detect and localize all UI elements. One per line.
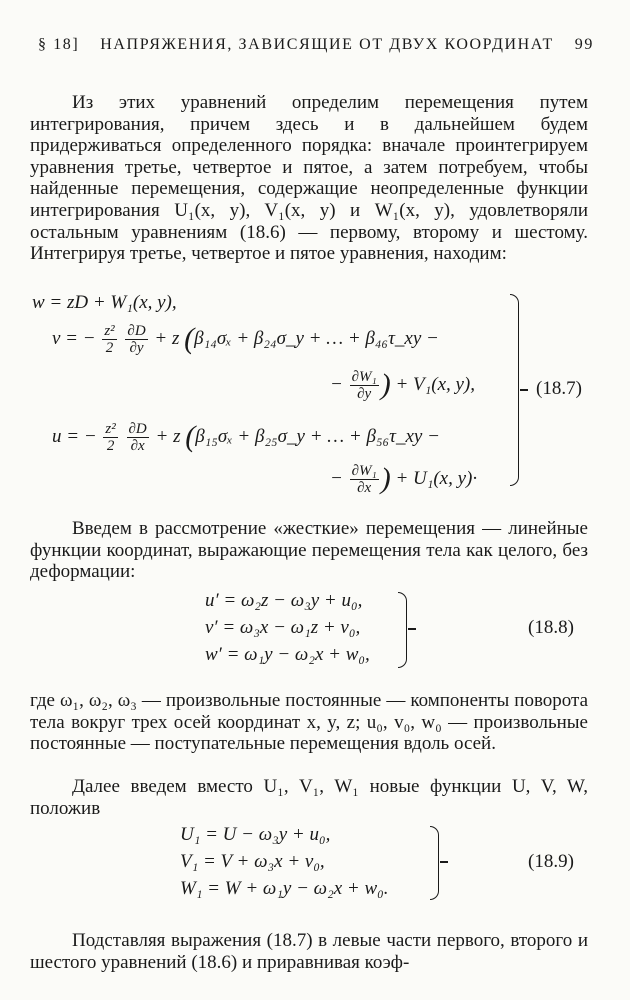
paragraph-constants: где ω₁, ω₂, ω₃ — произвольные постоянные — компоненты поворота тела вокруг трех осей координат x, y, z; u₀, v₀, w₀ — произвольные постоянные — поступательные перемещения вдоль осей. [30, 690, 588, 755]
brace-tip [440, 861, 448, 863]
eq-v-line: v = − $\frac{\text{z²}}{2}$ $\frac{\partial D}{\partial y}$ + z (β₁₄σₓ + β₂₄σ_y + … + β₄₆τ_xy − [52, 322, 439, 357]
z-squared-over-two-u: $\frac{\text{z²}}{2}$ [105, 421, 116, 455]
dW1-over-dy: $\frac{\text{∂W₁}}{\partial y}$ [351, 369, 377, 403]
brace-tip [520, 389, 528, 391]
section-marker: § 18] [38, 36, 80, 53]
paragraph-rigid-displacements: Введем в рассмотрение «жесткие» перемещения — линейные функции координат, выражающие перемещения тела как целого, без деформации: [30, 518, 588, 583]
eq-u-continuation: − $\frac{\text{∂W₁}}{\partial x}$ ) + U₁(x, y)· [330, 462, 478, 497]
dD-over-dy: $\frac{\partial D}{\partial y}$ [127, 323, 146, 357]
eq-w-prime: w′ = ω₁y − ω₂x + w₀, [205, 644, 370, 665]
paragraph-substitution: Подставляя выражения (18.7) в левые части первого, второго и шестого уравнений (18.6) и приравнивая коэф- [30, 930, 588, 973]
eq-w-line: w = zD + W₁(x, y), [32, 292, 177, 313]
eq-u-prime: u′ = ω₂z − ω₃y + u₀, [205, 590, 363, 611]
equation-number: (18.9) [528, 851, 574, 872]
equation-number: (18.8) [528, 617, 574, 638]
paragraph-integration: Из этих уравнений определим перемещения путем интегрирования, причем здесь и в дальнейшем будем придерживаться определенного порядка: вначале проинтегрируем уравнения третье, четвертое и пятое, а затем потребуем, чтобы найденные перемещения, содержащие неопределенные функции интегрирования U₁(x, y), V₁(x, y) и W₁(x, y), удовлетворяли остальным уравнениям (18.6) — первому, второму и шестому. Интегрируя третье, четвертое и пятое уравнения, находим: [30, 92, 588, 265]
eq-u-line: u = − $\frac{\text{z²}}{2}$ $\frac{\partial D}{\partial x}$ + z (β₁₅σₓ + β₂₅σ_y + … + β₅₆τ_xy − [52, 420, 440, 455]
eq-v-prime: v′ = ω₃x − ω₁z + v₀, [205, 617, 361, 638]
eq-v-continuation: − $\frac{\text{∂W₁}}{\partial y}$ ) + V₁(x, y), [330, 368, 476, 403]
dW1-over-dx: $\frac{\text{∂W₁}}{\partial x}$ [351, 463, 377, 497]
equation-number: (18.7) [536, 378, 582, 399]
page-number: 99 [574, 36, 594, 53]
eq-V1: V₁ = V + ω₃x + v₀, [180, 851, 325, 872]
dD-over-dx: $\frac{\partial D}{\partial x}$ [128, 421, 147, 455]
running-header [38, 36, 594, 54]
z-squared-over-two: $\frac{\text{z²}}{2}$ [104, 323, 115, 357]
right-brace [430, 826, 439, 900]
eq-W1: W₁ = W + ω₁y − ω₂x + w₀. [180, 878, 389, 899]
paragraph-new-functions: Далее введем вместо U₁, V₁, W₁ новые функции U, V, W, положив [30, 776, 588, 819]
brace-tip [408, 628, 416, 630]
eq-U1: U₁ = U − ω₃y + u₀, [180, 824, 331, 845]
header-title: НАПРЯЖЕНИЯ, ЗАВИСЯЩИЕ ОТ ДВУХ КООРДИНАТ [100, 36, 554, 53]
right-brace [510, 294, 519, 486]
right-brace [398, 592, 407, 668]
